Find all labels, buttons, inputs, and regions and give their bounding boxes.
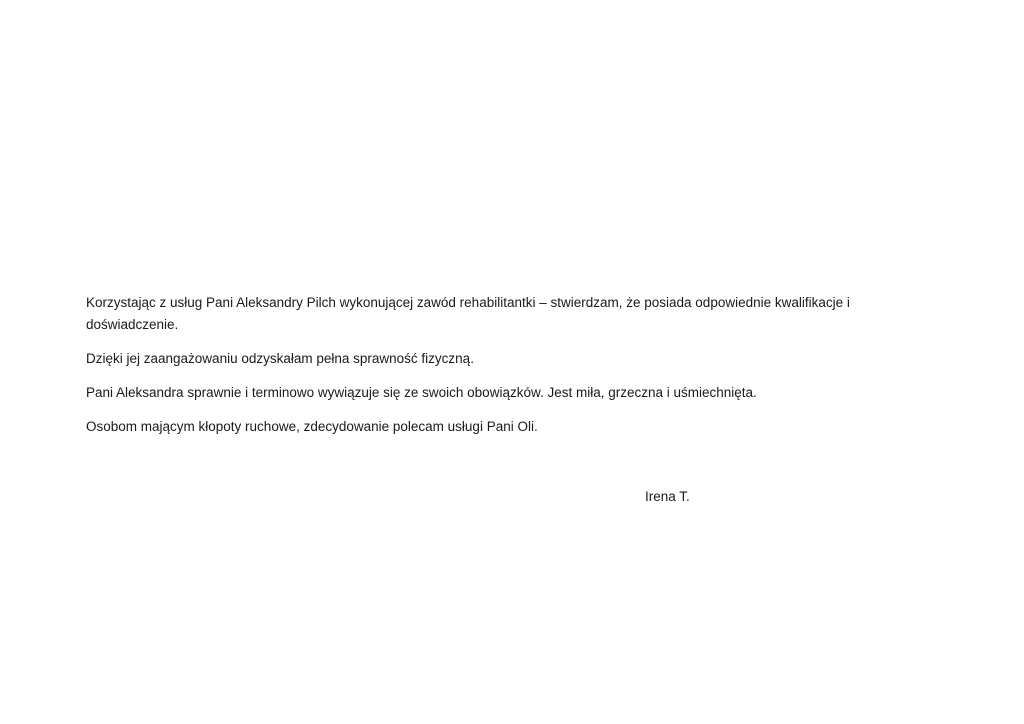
- paragraph-qualifications: Korzystając z usług Pani Aleksandry Pilch wykonującej zawód rehabilitantki – stwierdzam, że posiada odpowiednie kwalifikacje i doświadczenie.: [86, 295, 850, 332]
- paragraph-recommendation: Osobom mającym kłopoty ruchowe, zdecydowanie polecam usługi Pani Oli.: [86, 419, 538, 434]
- letter-body: [86, 292, 916, 450]
- signature: Irena T.: [645, 489, 690, 504]
- paragraph-recovery: Dzięki jej zaangażowaniu odzyskałam pełna sprawność fizyczną.: [86, 351, 474, 366]
- paragraph-character: Pani Aleksandra sprawnie i terminowo wywiązuje się ze swoich obowiązków. Jest miła, grzeczna i uśmiechnięta.: [86, 385, 757, 400]
